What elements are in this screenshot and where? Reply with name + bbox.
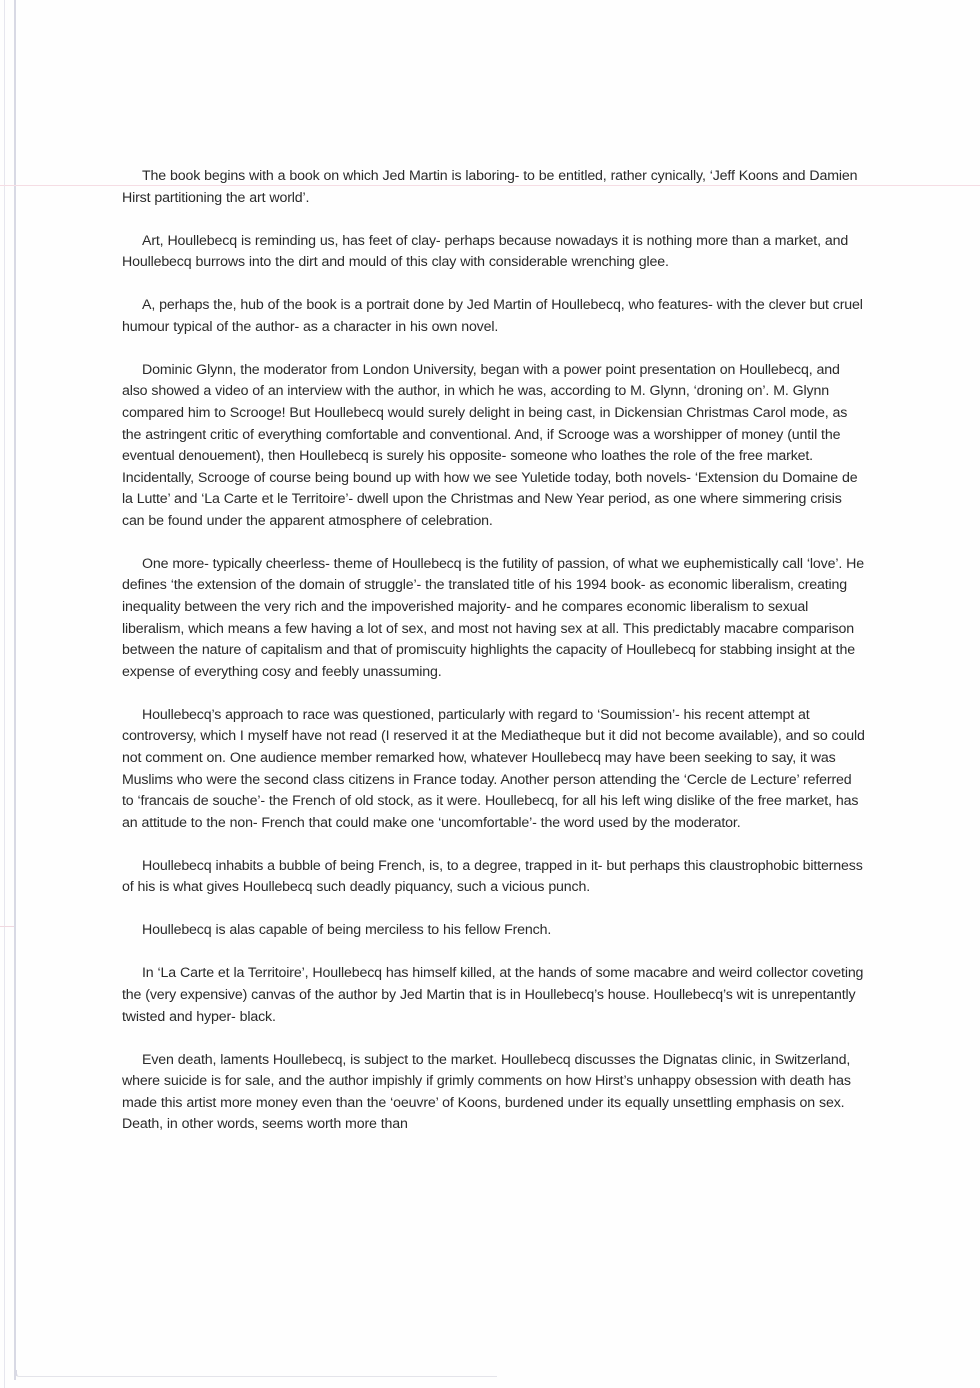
document-body <box>122 166 867 1157</box>
paragraph: Dominic Glynn, the moderator from London University, began with a power point presentation on Houllebecq, and also showed a video of an interview with the author, in which he was, according to M. Glynn, ‘droning on’. M. Glynn compared him to Scrooge! But Houllebecq would surely delight in being cast, in Dickensian Christmas Carol mode, as the astringent critic of everything comfortable and conventional. And, if Scrooge was a worshipper of money (until the eventual denouement), then Houllebecq is surely his opposite- someone who loathes the role of the free market. Incidentally, Scrooge of course being bound up with how we see Yuletide today, both novels- ‘Extension du Domaine de la Lutte’ and ‘La Carte et le Territoire’- dwell upon the Christmas and New Year period, as one where simmering crisis can be found under the apparent atmosphere of celebration. <box>122 361 858 529</box>
scan-bottom-border <box>15 1370 497 1377</box>
paragraph: Houllebecq’s approach to race was questioned, particularly with regard to ‘Soumission’- his recent attempt at controversy, which I myself have not read (I reserved it at the Mediatheque but it did not become available), and so could not comment on. One audience member remarked how, whatever Houllebecq may have been seeking to say, it was Muslims who were the second class citizens in France today. Another person attending the ‘Cercle de Lecture’ referred to ‘francais de souche’- the French of old stock, as it were. Houllebecq, for all his left wing dislike of the free market, has an attitude to the non- French that could make one ‘uncomfortable’- the word used by the moderator. <box>122 706 865 831</box>
paragraph: In ‘La Carte et la Territoire’, Houllebecq has himself killed, at the hands of some macabre and weird collector coveting the (very expensive) canvas of the author by Jed Martin that is in Houllebecq’s house. Houllebecq’s wit is unrepentantly twisted and hyper- black. <box>122 965 864 1025</box>
paragraph: Houllebecq inhabits a bubble of being French, is, to a degree, trapped in it- but perhaps this claustrophobic bitterness of his is what gives Houllebecq such deadly piquancy, such a vicious punch. <box>122 857 863 896</box>
paragraph: The book begins with a book on which Jed Martin is laboring- to be entitled, rather cynically, ‘Jeff Koons and Damien Hirst partitioning the art world’. <box>122 168 858 206</box>
paragraph: Even death, laments Houllebecq, is subject to the market. Houllebecq discusses the Dignatas clinic, in Switzerland, where suicide is for sale, and the author impishly if grimly comments on how Hirst’s unhappy obsession with death has made this artist more money even than the ‘oeuvre’ of Koons, burdened under its equally unsettling emphasis on sex. Death, in other words, seems worth more than <box>122 1051 851 1133</box>
scan-edge-line <box>14 0 16 1380</box>
scan-artifact-tick <box>0 926 14 927</box>
scan-edge-line <box>4 0 5 1388</box>
paragraph: One more- typically cheerless- theme of Houllebecq is the futility of passion, of what we euphemistically call ‘love’. He defines ‘the extension of the domain of struggle’- the translated title of his 1994 book- as economic liberalism, creating inequality between the very rich and the impoverished majority- and he compares economic liberalism to sexual liberalism, which means a few having a lot of sex, and most not having sex at all. This predictably macabre comparison between the nature of capitalism and that of promiscuity highlights the capacity of Houllebecq for stabbing insight at the expense of everything cosy and feebly unassuming. <box>122 555 864 680</box>
paragraph: A, perhaps the, hub of the book is a portrait done by Jed Martin of Houllebecq, who features- with the clever but cruel humour typical of the author- as a character in his own novel. <box>122 297 863 335</box>
paragraph: Houllebecq is alas capable of being merciless to his fellow French. <box>142 922 552 939</box>
paragraph: Art, Houllebecq is reminding us, has feet of clay- perhaps because nowadays it is nothing more than a market, and Houllebecq burrows into the dirt and mould of this clay with considerable wrenching glee. <box>122 232 849 271</box>
